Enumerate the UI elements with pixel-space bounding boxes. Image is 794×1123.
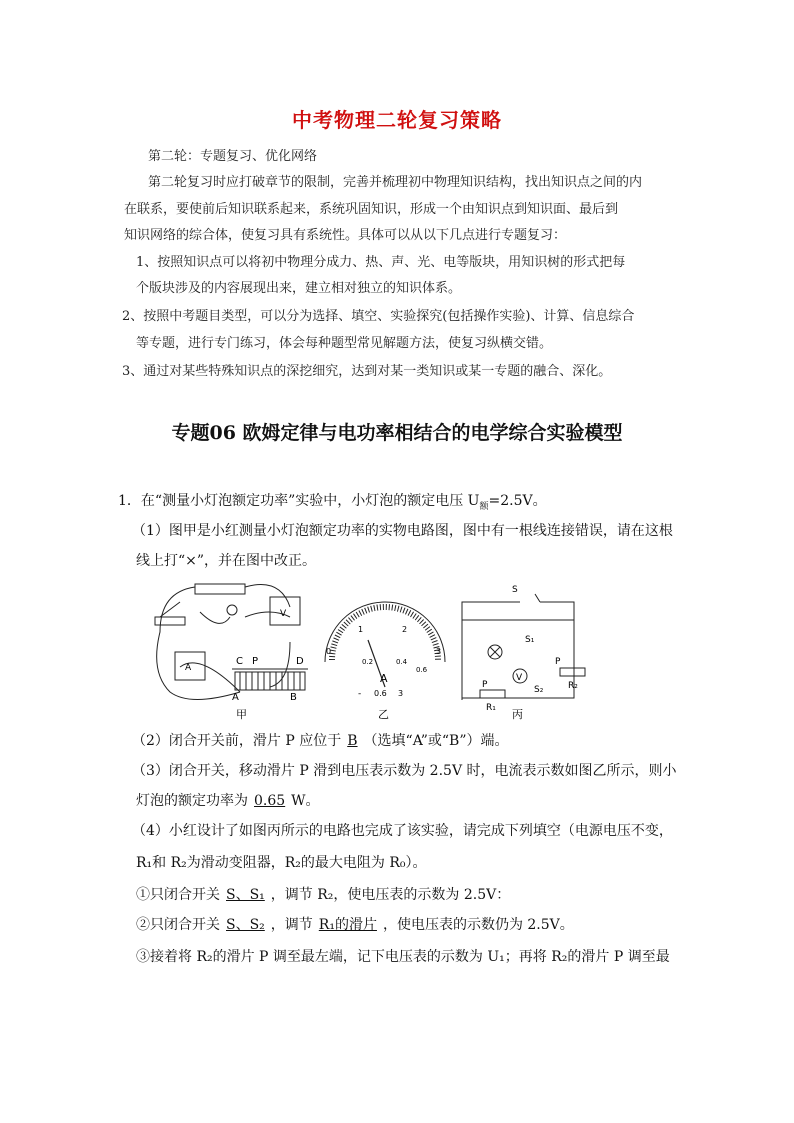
answer-blank-p3: 0.65: [254, 793, 286, 809]
svg-text:0.4: 0.4: [396, 658, 408, 666]
slider-p2: P: [555, 657, 561, 667]
question-1-part-3-line-1: （3）闭合开关，移动滑片 P 滑到电压表示数为 2.5V 时，电流表示数如图乙所示，则小: [132, 763, 677, 779]
section-title: 专题06 欧姆定律与电功率相结合的电学综合实验模型: [171, 422, 623, 444]
battery-box: [195, 584, 245, 594]
rheostat-coil: [240, 672, 300, 690]
resistor-r1: R₁: [486, 703, 496, 713]
intro-item-2-line-1: 2、按照中考题目类型，可以分为选择、填空、实验探究(包括操作实验)、计算、信息综合: [122, 309, 635, 324]
ammeter-label: A: [185, 663, 192, 673]
figure-bing-circuit: [462, 594, 585, 700]
bulb: [227, 605, 237, 615]
intro-item-1-line-2: 个版块涉及的内容展现出来，建立相对独立的知识体系。: [136, 281, 462, 296]
svg-text:0.6: 0.6: [374, 689, 387, 698]
intro-subhead: 第二轮：专题复习、优化网络: [148, 149, 318, 164]
question-1-stem: 1．在“测量小灯泡额定功率”实验中，小灯泡的额定电压 $U_额=2.5V$。: [118, 493, 547, 512]
caption-jia: 甲: [236, 708, 247, 721]
switch-base: [155, 617, 185, 625]
page-title: 中考物理二轮复习策略: [292, 108, 502, 132]
intro-para-line-1: 第二轮复习时应打破章节的限制，完善并梳理初中物理知识结构，找出知识点之间的内: [148, 175, 643, 190]
caption-yi: 乙: [378, 708, 389, 721]
question-1-part-1-line-1: （1）图甲是小红测量小灯泡额定功率的实物电路图，图中有一根线连接错误，请在这根: [132, 523, 673, 539]
svg-text:2: 2: [402, 625, 408, 634]
terminal-c: C: [236, 656, 243, 667]
answer-blank-p2: B: [347, 733, 358, 749]
intro-item-1-line-1: 1、按照知识点可以将初中物理分成力、热、声、光、电等版块，用知识树的形式把每: [136, 255, 626, 270]
terminal-d: D: [296, 656, 304, 667]
question-1-part-3-line-2: 灯泡的额定功率为 0.65 W。: [136, 793, 320, 809]
terminal-a: A: [232, 692, 239, 703]
terminal-b: B: [290, 692, 297, 703]
svg-text:0.2: 0.2: [362, 658, 374, 666]
figure-jia-apparatus: [155, 584, 308, 700]
question-1-part-1-line-2: 线上打“×”，并在图中改正。: [136, 553, 317, 569]
answer-blank-s2: S、S₂: [226, 917, 265, 933]
switch-s2: S₂: [534, 685, 544, 695]
slider-p1: P: [482, 680, 488, 690]
question-1-part-4-line-1: （4）小红设计了如图丙所示的电路也完成了该实验，请完成下列填空（电源电压不变，: [132, 823, 673, 839]
switch-s: S: [512, 585, 518, 595]
svg-text:-: -: [358, 689, 362, 699]
question-1-step-1: ①只闭合开关 S、S₁ ，调节 R₂，使电压表的示数为 2.5V：: [136, 887, 511, 903]
voltmeter-v: V: [516, 673, 523, 683]
question-1-step-3: ③接着将 R₂的滑片 P 调至最左端，记下电压表的示数为 U₁；再将 R₂的滑片 P 调至最: [136, 949, 670, 965]
terminal-p: P: [252, 656, 259, 667]
question-1-part-2: （2）闭合开关前，滑片 P 应位于 B （选填“A”或“B”）端。: [132, 733, 509, 749]
svg-text:3: 3: [398, 689, 404, 698]
svg-text:3: 3: [436, 647, 442, 656]
question-1-part-4-line-2: R₁和 R₂为滑动变阻器，R₂的最大电阻为 R₀）。: [136, 855, 427, 871]
intro-item-3: 3、通过对某些特殊知识点的深挖细究，达到对某一类知识或某一专题的融合、深化。: [122, 364, 612, 379]
intro-item-2-line-2: 等专题，进行专门练习，体会每种题型常见解题方法，使复习纵横交错。: [136, 336, 553, 351]
svg-text:0: 0: [326, 647, 332, 656]
experiment-figure: [140, 572, 600, 722]
intro-para-line-3: 知识网络的综合体，使复习具有系统性。具体可以从以下几点进行专题复习：: [124, 228, 567, 243]
switch-s1: S₁: [525, 635, 535, 645]
answer-blank-s1: S、S₁: [226, 887, 265, 903]
meter-unit: A: [380, 672, 388, 685]
caption-bing: 丙: [512, 708, 523, 721]
resistor-r2: R₂: [568, 681, 578, 691]
intro-para-line-2: 在联系，要使前后知识联系起来，系统巩固知识，形成一个由知识点到知识面、最后到: [124, 202, 619, 217]
answer-blank-s2b: R₁的滑片: [318, 917, 377, 933]
svg-text:1: 1: [358, 625, 364, 634]
svg-text:0.6: 0.6: [416, 666, 428, 674]
question-1-step-2: ②只闭合开关 S、S₂ ，调节 R₁的滑片 ，使电压表的示数仍为 2.5V。: [136, 917, 574, 933]
voltmeter-label: V: [280, 609, 287, 619]
